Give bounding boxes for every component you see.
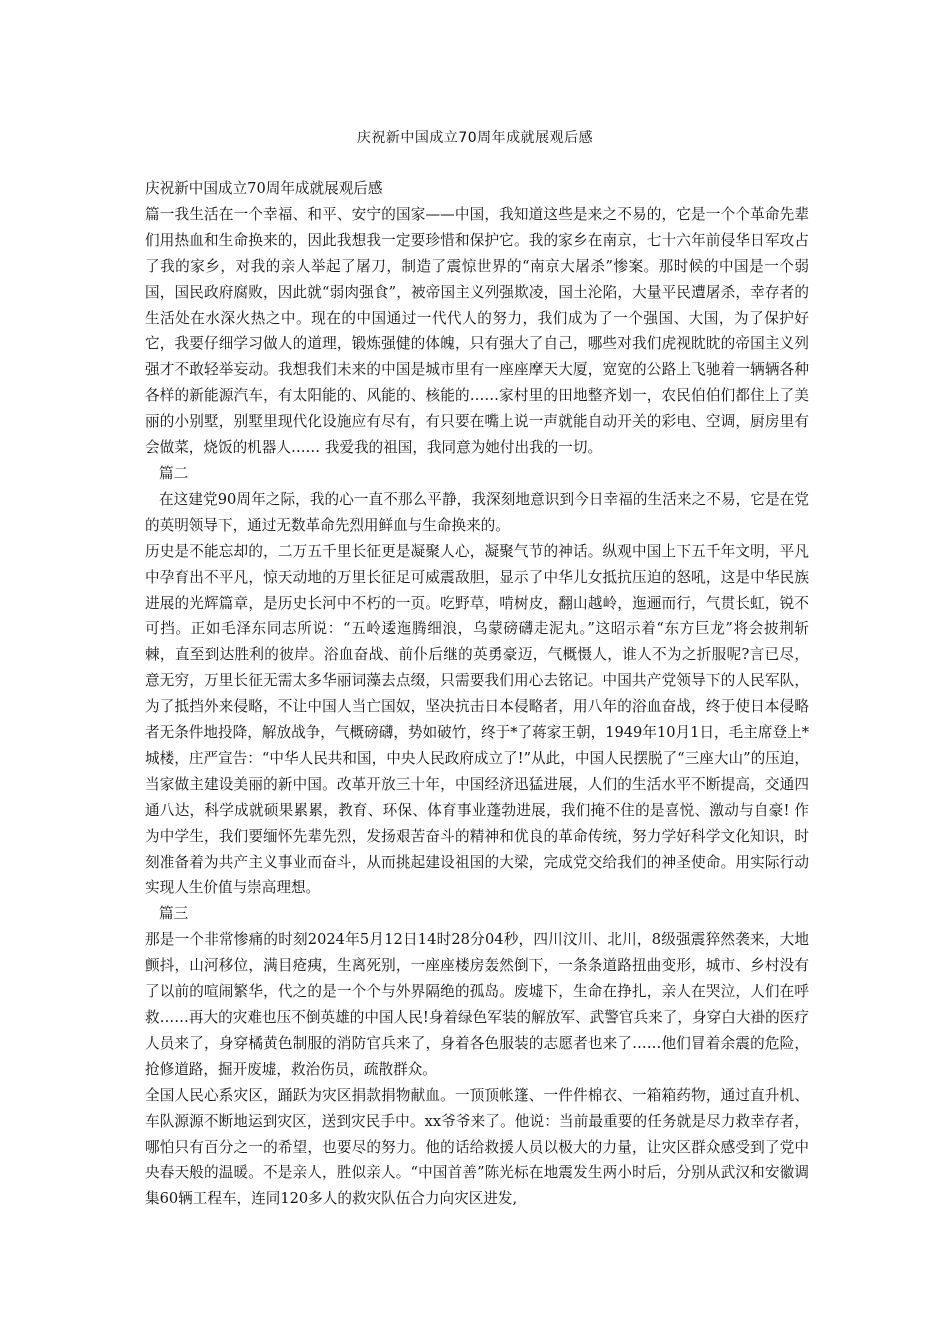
document-body xyxy=(145,176,809,1212)
paragraph-5: 全国人民心系灾区，踊跃为灾区捐款捐物献血。一顶顶帐篷、一件件棉衣、一箱箱药物，通过直升机、车队源源不断地运到灾区，送到灾民手中。xx爷爷来了。他说：当前最重要的任务就是尽力救幸存者，哪怕只有百分之一的希望，也要尽的努力。他的话给救援人员以极大的力量，让灾区群众感受到了党中央春天般的温暖。不是亲人，胜似亲人。“中国首善”陈光标在地震发生两小时后，分别从武汉和安徽调集60辆工程车，连同120多人的救灾队伍合力向灾区进发, xyxy=(145,1086,809,1208)
paragraph-4: 那是一个非常惨痛的时刻2024年5月12日14时28分04秒，四川汶川、北川，8级强震猝然袭来，大地颤抖，山河移位，满目疮痍，生离死别，一座座楼房轰然倒下，一条条道路扭曲变形，城市、乡村没有了以前的喧闹繁华，代之的是一个个与外界隔绝的孤岛。废墟下，生命在挣扎，亲人在哭泣，人们在呼救……再大的灾难也压不倒英雄的中国人民!身着绿色军装的解放军、武警官兵来了，身穿白大褂的医疗人员来了，身穿橘黄色制服的消防官兵来了，身着各色服装的志愿者也来了……他们冒着余震的危险，抢修道路，掘开废墟，救治伤员，疏散群众。 xyxy=(145,931,809,1078)
section-label-3: 篇三 xyxy=(159,905,189,923)
paragraph-1: 篇一我生活在一个幸福、和平、安宁的国家——中国，我知道这些是来之不易的，它是一个个革命先辈们用热血和生命换来的，因此我想我一定要珍惜和保护它。我的家乡在南京，七十六年前侵华日军攻占了我的家乡，对我的亲人举起了屠刀，制造了震惊世界的“南京大屠杀”惨案。那时候的中国是一个弱国，国民政府腐败，因此就“弱肉强食”，被帝国主义列强欺凌，国土沦陷，大量平民遭屠杀，幸存者的生活处在水深火热之中。现在的中国通过一代代人的努力，我们成为了一个强国、大国，为了保护好它，我要仔细学习做人的道理，锻炼强健的体魄，只有强大了自己，哪些对我们虎视眈眈的帝国主义列强才不敢轻举妄动。我想我们未来的中国是城市里有一座座摩天大厦，宽宽的公路上飞驰着一辆辆各种各样的新能源汽车，有太阳能的、风能的、核能的……家村里的田地整齐划一，农民伯伯们都住上了美丽的小别墅，别墅里现代化设施应有尽有，有只要在嘴上说一声就能自动开关的彩电、空调，厨房里有会做菜，烧饭的机器人…… 我爱我的祖国，我同意为她付出我的一切。 xyxy=(145,205,809,457)
paragraph-3: 历史是不能忘却的，二万五千里长征更是凝聚人心，凝聚气节的神话。纵观中国上下五千年文明，平凡中孕育出不平凡，惊天动地的万里长征足可威震敌胆，显示了中华儿女抵抗压迫的怒吼，这是中华民族进展的光辉篇章，是历史长河中不朽的一页。吃野草，啃树皮，翻山越岭，迤逦而行，气贯长虹，锐不可挡。正如毛泽东同志所说：“五岭逶迤腾细浪，乌蒙磅礴走泥丸。”这昭示着“东方巨龙”将会披荆斩棘，直至到达胜利的彼岸。浴血奋战、前仆后继的英勇豪迈，气概慑人，谁人不为之折服呢?言已尽，意无穷，万里长征无需太多华丽词藻去点缀，只需要我们用心去铭记。中国共产党领导下的人民军队，为了抵挡外来侵略，不让中国人当亡国奴，坚决抗击日本侵略者，用八年的浴血奋战，终于使日本侵略者无条件地投降，解放战争，气概磅礴，势如破竹，终于*了蒋家王朝，1949年10月1日，毛主席登上*城楼，庄严宣告：“中华人民共和国，中央人民政府成立了!”从此，中国人民摆脱了“三座大山”的压迫，当家做主建设美丽的新中国。改革开放三十年，中国经济迅猛进展，人们的生活水平不断提高，交通四通八达，科学成就硕果累累，教育、环保、体育事业蓬勃进展，我们掩不住的是喜悦、激动与自豪! 作为中学生，我们要缅怀先辈先烈，发扬艰苦奋斗的精神和优良的革命传统，努力学好科学文化知识，时刻准备着为共产主义事业而奋斗，从而挑起建设祖国的大梁，完成党交给我们的神圣使命。用实际行动实现人生价值与崇高理想。 xyxy=(145,542,809,897)
page-title: 庆祝新中国成立70周年成就展观后感 xyxy=(356,130,594,146)
section-label-2: 篇二 xyxy=(159,464,189,482)
document-heading: 庆祝新中国成立70周年成就展观后感 xyxy=(145,180,383,197)
paragraph-2: 在这建党90周年之际，我的心一直不那么平静，我深刻地意识到今日幸福的生活来之不易，它是在党的英明领导下，通过无数革命先烈用鲜血与生命换来的。 xyxy=(145,490,809,534)
